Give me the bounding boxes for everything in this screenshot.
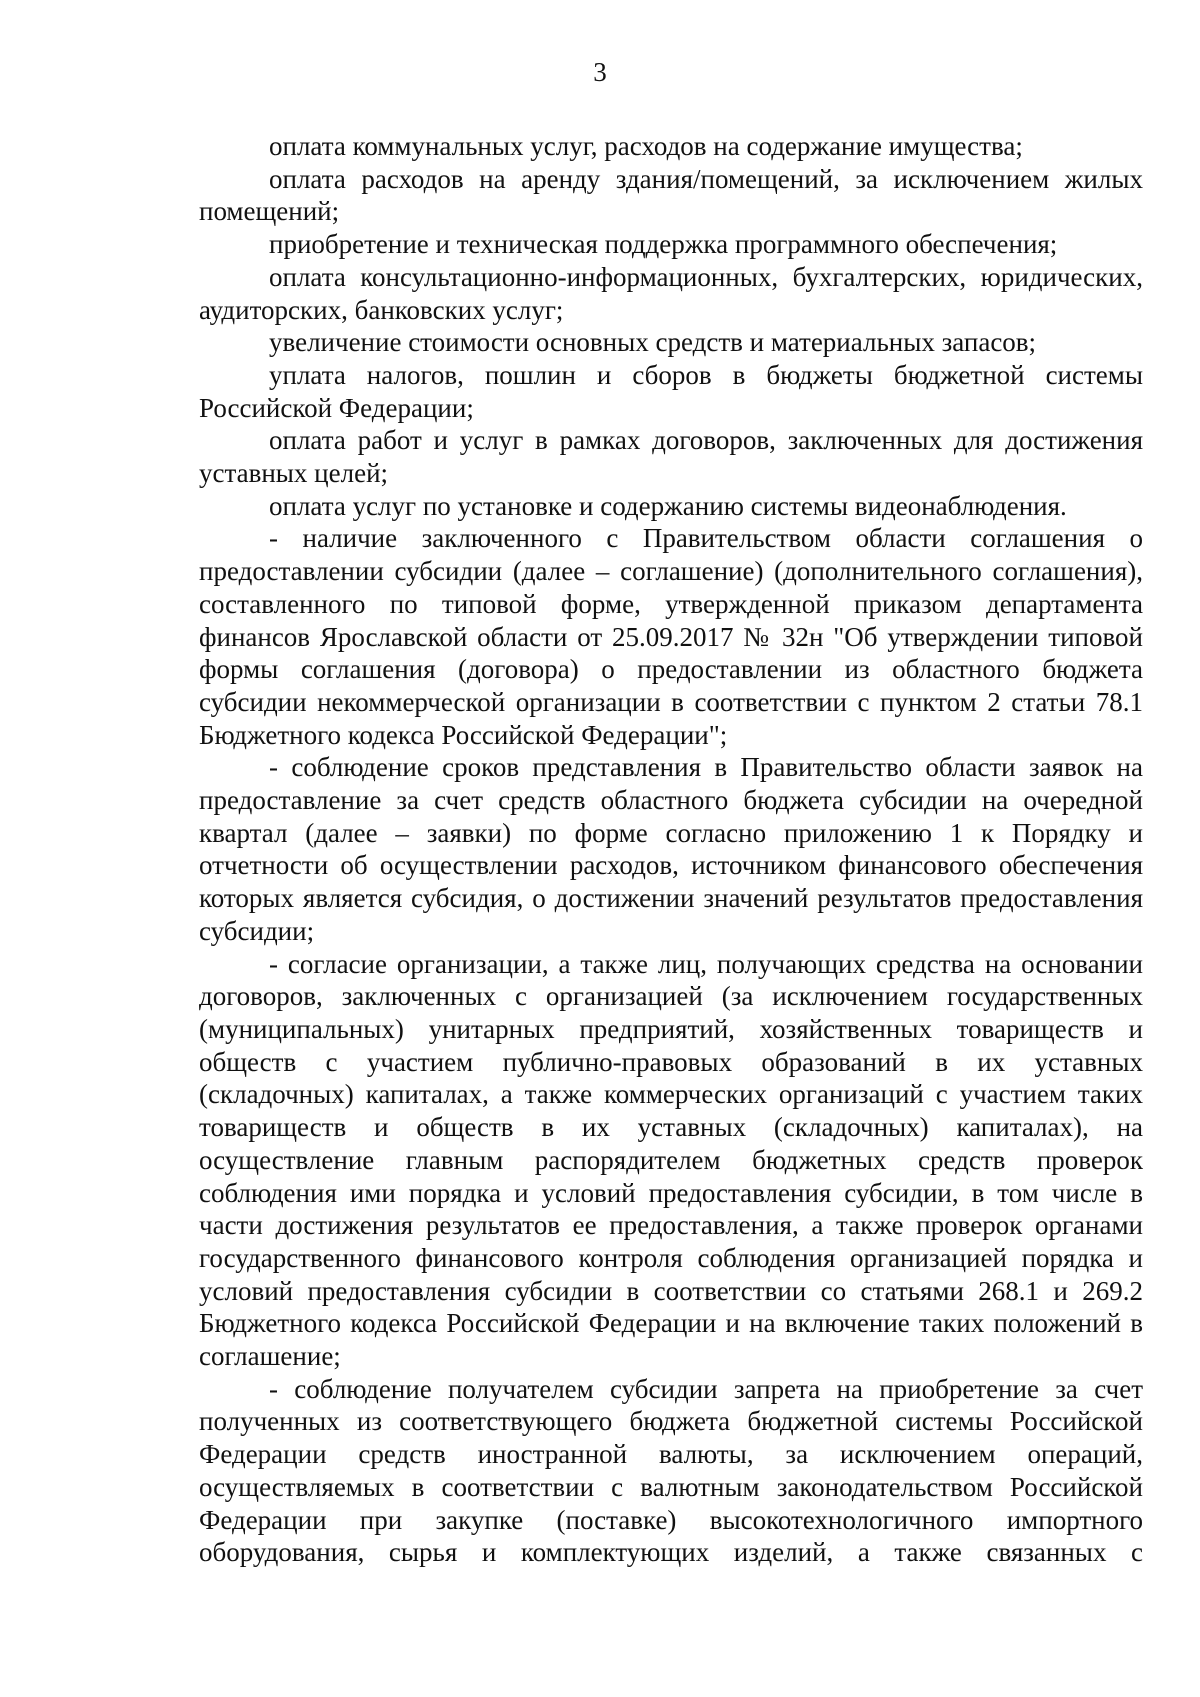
paragraph-agreement: - наличие заключенного с Правительством области соглашения о предоставлении субсидии (далее – соглашение) (дополнительного соглашения), составленного по типовой форме, утвержденной приказом департамента финансов Ярославской области от 25.09.2017 № 32н "Об утверждении типовой формы соглашения (договора) о предоставлении из областного бюджета субсидии некоммерческой организации в соответствии с пунктом 2 статьи 78.1 Бюджетного кодекса Российской Федерации"; — [199, 523, 1143, 750]
paragraph-consent: - согласие организации, а также лиц, получающих средства на основании договоров, заключенных с организацией (за исключением государственных (муниципальных) унитарных предприятий, хозяйственных товариществ и обществ с участием публично-правовых образований в их уставных (складочных) капиталах, а также коммерческих организаций с участием таких товариществ и обществ в их уставных (складочных) капиталах), на осуществление главным распорядителем бюджетных средств проверок соблюдения ими порядка и условий предоставления субсидии, в том числе в части достижения результатов ее предоставления, а также проверок органами государственного финансового контроля соблюдения организацией порядка и условий предоставления субсидии в соответствии со статьями 268.1 и 269.2 Бюджетного кодекса Российской Федерации и на включение таких положений в соглашение; — [199, 948, 1143, 1372]
paragraph-taxes: уплата налогов, пошлин и сборов в бюджеты бюджетной системы Российской Федерации; — [199, 359, 1143, 423]
paragraph-software: приобретение и техническая поддержка программного обеспечения; — [269, 229, 1058, 260]
paragraph-contracts: оплата работ и услуг в рамках договоров, заключенных для достижения уставных целей; — [199, 425, 1143, 489]
paragraph-assets: увеличение стоимости основных средств и материальных запасов; — [269, 327, 1037, 358]
paragraph-consulting: оплата консультационно-информационных, бухгалтерских, юридических, аудиторских, банковских услуг; — [199, 261, 1143, 325]
paragraph-video-surveillance: оплата услуг по установке и содержанию системы видеонаблюдения. — [269, 490, 1067, 521]
document-body — [199, 130, 1143, 1569]
paragraph-deadlines: - соблюдение сроков представления в Правительство области заявок на предоставление за счет средств областного бюджета субсидии на очередной квартал (далее – заявки) по форме согласно приложению 1 к Порядку и отчетности об осуществлении расходов, источником финансового обеспечения которых является субсидия, о достижении значений результатов предоставления субсидии; — [199, 752, 1143, 946]
paragraph-currency-ban: - соблюдение получателем субсидии запрета на приобретение за счет полученных из соответствующего бюджета бюджетной системы Российской Федерации средств иностранной валюты, за исключением операций, осуществляемых в соответствии с валютным законодательством Российской Федерации при закупке (поставке) высокотехнологичного импортного оборудования, сырья и комплектующих изделий, а также связанных с — [199, 1373, 1143, 1568]
paragraph-utilities: оплата коммунальных услуг, расходов на содержание имущества; — [269, 131, 1023, 161]
page-number: 3 — [593, 57, 607, 87]
paragraph-rent: оплата расходов на аренду здания/помещений, за исключением жилых помещений; — [199, 163, 1143, 227]
